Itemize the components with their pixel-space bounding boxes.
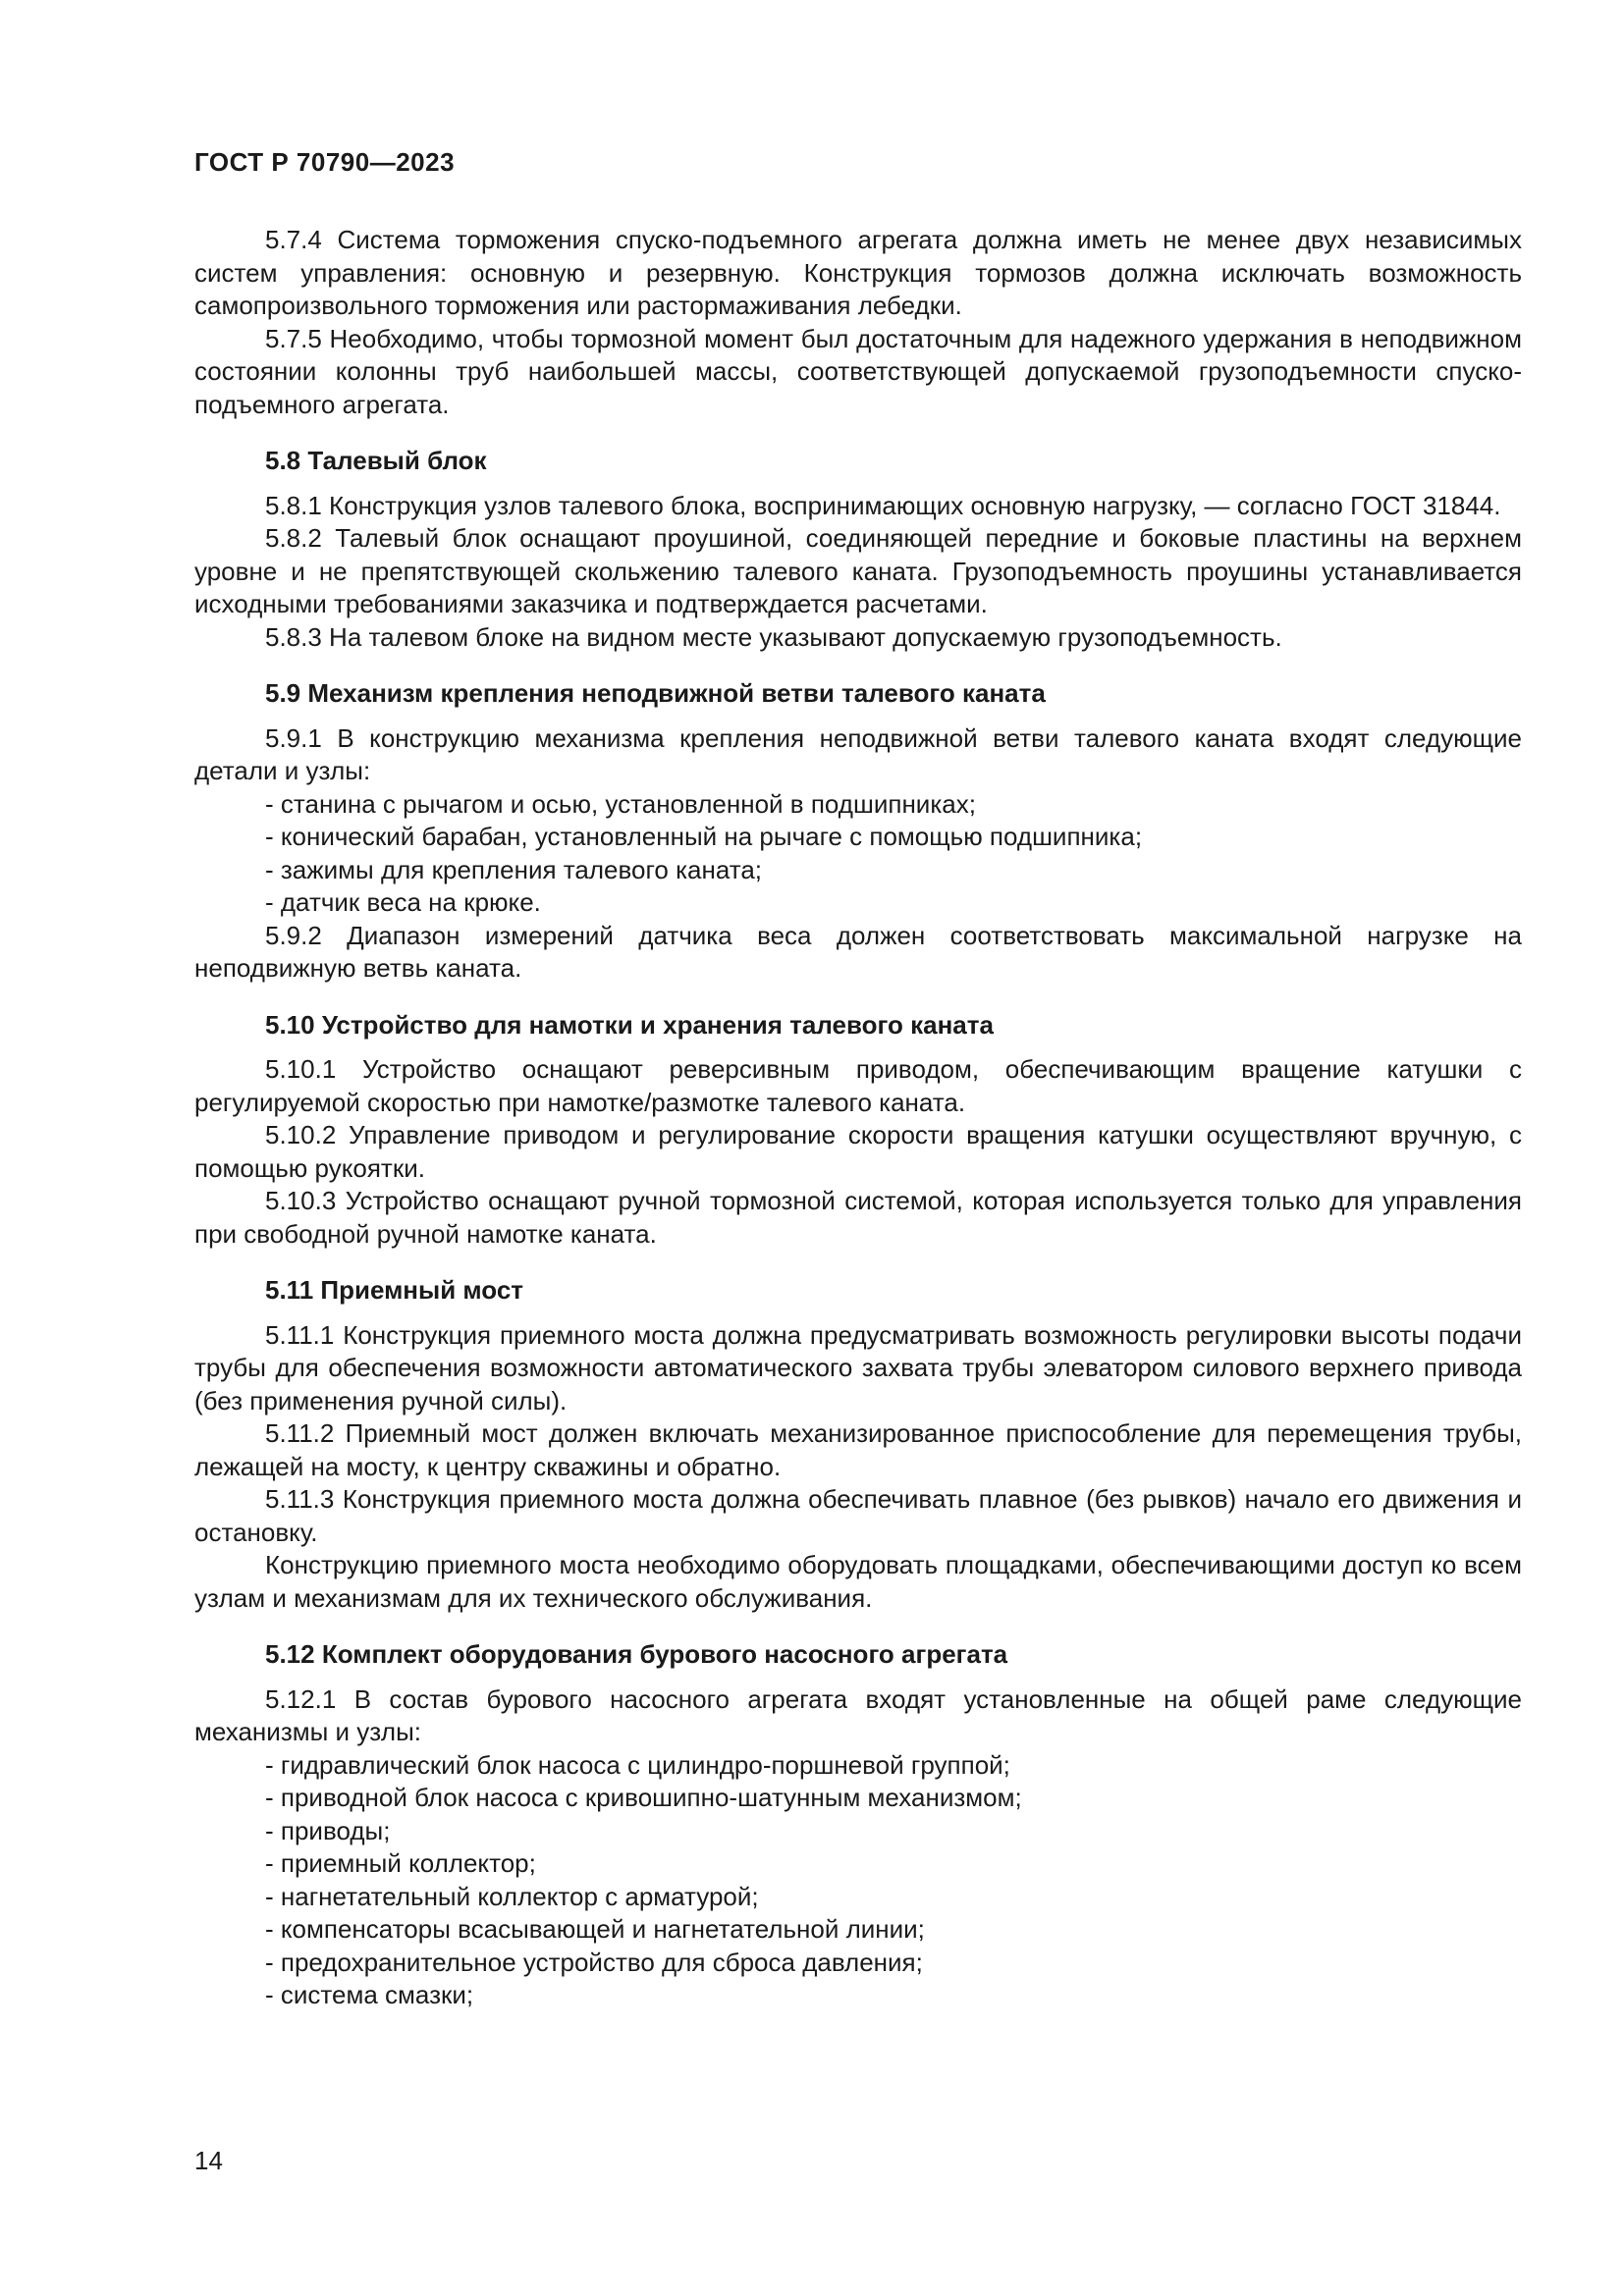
paragraph-5-8-1: 5.8.1 Конструкция узлов талевого блока, воспринимающих основную нагрузку, — согласно ГОСТ 31844. — [265, 490, 1501, 520]
paragraph-5-11-2: 5.11.2 Приемный мост должен включать механизированное приспособление для перемещения трубы, лежащей на мосту, к центру скважины и обратно. — [194, 1418, 1522, 1481]
page-body — [194, 224, 1522, 2012]
document-header: ГОСТ Р 70790—2023 — [194, 147, 456, 177]
paragraph-5-10-2: 5.10.2 Управление приводом и регулирование скорости вращения катушки осуществляют вручную, с помощью рукоятки. — [194, 1120, 1522, 1183]
section-heading-5-9: 5.9 Механизм крепления неподвижной ветви талевого каната — [265, 678, 1046, 708]
section-heading-5-12: 5.12 Комплект оборудования бурового насосного агрегата — [265, 1639, 1008, 1669]
paragraph-5-8-2: 5.8.2 Талевый блок оснащают проушиной, соединяющей передние и боковые пластины на верхнем уровне и не препятствующей скольжению талевого каната. Грузоподъемность проушины устанавливается исходными требованиями заказчика и подтверждается расчетами. — [194, 523, 1522, 618]
paragraph-5-11-1: 5.11.1 Конструкция приемного моста должна предусматривать возможность регулировки высоты подачи трубы для обеспечения возможности автоматического захвата трубы элеватором силового верхнего привода (без применения ручной силы). — [194, 1319, 1522, 1415]
list-item: - предохранительное устройство для сброса давления; — [265, 1947, 923, 1977]
section-heading-5-8: 5.8 Талевый блок — [265, 446, 487, 475]
list-item: - датчик веса на крюке. — [265, 887, 541, 917]
list-item: - система смазки; — [265, 1980, 474, 2009]
paragraph-5-11-3-continued: Конструкцию приемного моста необходимо оборудовать площадками, обеспечивающими доступ ко всем узлам и механизмам для их технического обслуживания. — [194, 1550, 1522, 1613]
list-item: - гидравлический блок насоса с цилиндро-поршневой группой; — [265, 1749, 1010, 1780]
list-item: - нагнетательный коллектор с арматурой; — [265, 1881, 759, 1911]
paragraph-5-11-3: 5.11.3 Конструкция приемного моста должна обеспечивать плавное (без рывков) начало его движения и остановку. — [194, 1484, 1522, 1547]
list-item: - конический барабан, установленный на рычаге с помощью подшипника; — [265, 822, 1143, 851]
list-item: - зажимы для крепления талевого каната; — [265, 854, 763, 884]
paragraph-5-10-1: 5.10.1 Устройство оснащают реверсивным приводом, обеспечивающим вращение катушки с регулируемой скоростью при намотке/размотке талевого каната. — [194, 1054, 1522, 1117]
list-item: - приемный коллектор; — [265, 1848, 536, 1878]
list-item: - станина с рычагом и осью, установленной в подшипниках; — [265, 788, 976, 819]
page-number: 14 — [194, 2146, 223, 2175]
paragraph-5-10-3: 5.10.3 Устройство оснащают ручной тормозной системой, которая используется только для управления при свободной ручной намотке каната. — [194, 1186, 1522, 1249]
list-item: - приводной блок насоса с кривошипно-шатунным механизмом; — [265, 1783, 1022, 1812]
paragraph-5-8-3: 5.8.3 На талевом блоке на видном месте указывают допускаемую грузоподъемность. — [265, 621, 1282, 652]
paragraph-5-7-4: 5.7.4 Система торможения спуско-подъемного агрегата должна иметь не менее двух независимых систем управления: основную и резервную. Конструкция тормозов должна исключать возможность самопроизвольного торможения или растормаживания лебедки. — [194, 225, 1522, 320]
paragraph-5-12-1: 5.12.1 В состав бурового насосного агрегата входят установленные на общей раме следующие механизмы и узлы: — [194, 1683, 1522, 1746]
list-item: - приводы; — [265, 1815, 391, 1845]
list-item: - компенсаторы всасывающей и нагнетательной линии; — [265, 1914, 925, 1944]
section-heading-5-10: 5.10 Устройство для намотки и хранения талевого каната — [265, 1009, 994, 1040]
paragraph-5-9-1: 5.9.1 В конструкцию механизма крепления неподвижной ветви талевого каната входят следующие детали и узлы: — [194, 722, 1522, 785]
paragraph-5-9-2: 5.9.2 Диапазон измерений датчика веса должен соответствовать максимальной нагрузке на неподвижную ветвь каната. — [194, 920, 1522, 983]
section-heading-5-11: 5.11 Приемный мост — [265, 1275, 524, 1305]
paragraph-5-7-5: 5.7.5 Необходимо, чтобы тормозной момент был достаточным для надежного удержания в неподвижном состоянии колонны труб наибольшей массы, соответствующей допускаемой грузоподъемности спуско-подъемного агрегата. — [194, 323, 1522, 419]
